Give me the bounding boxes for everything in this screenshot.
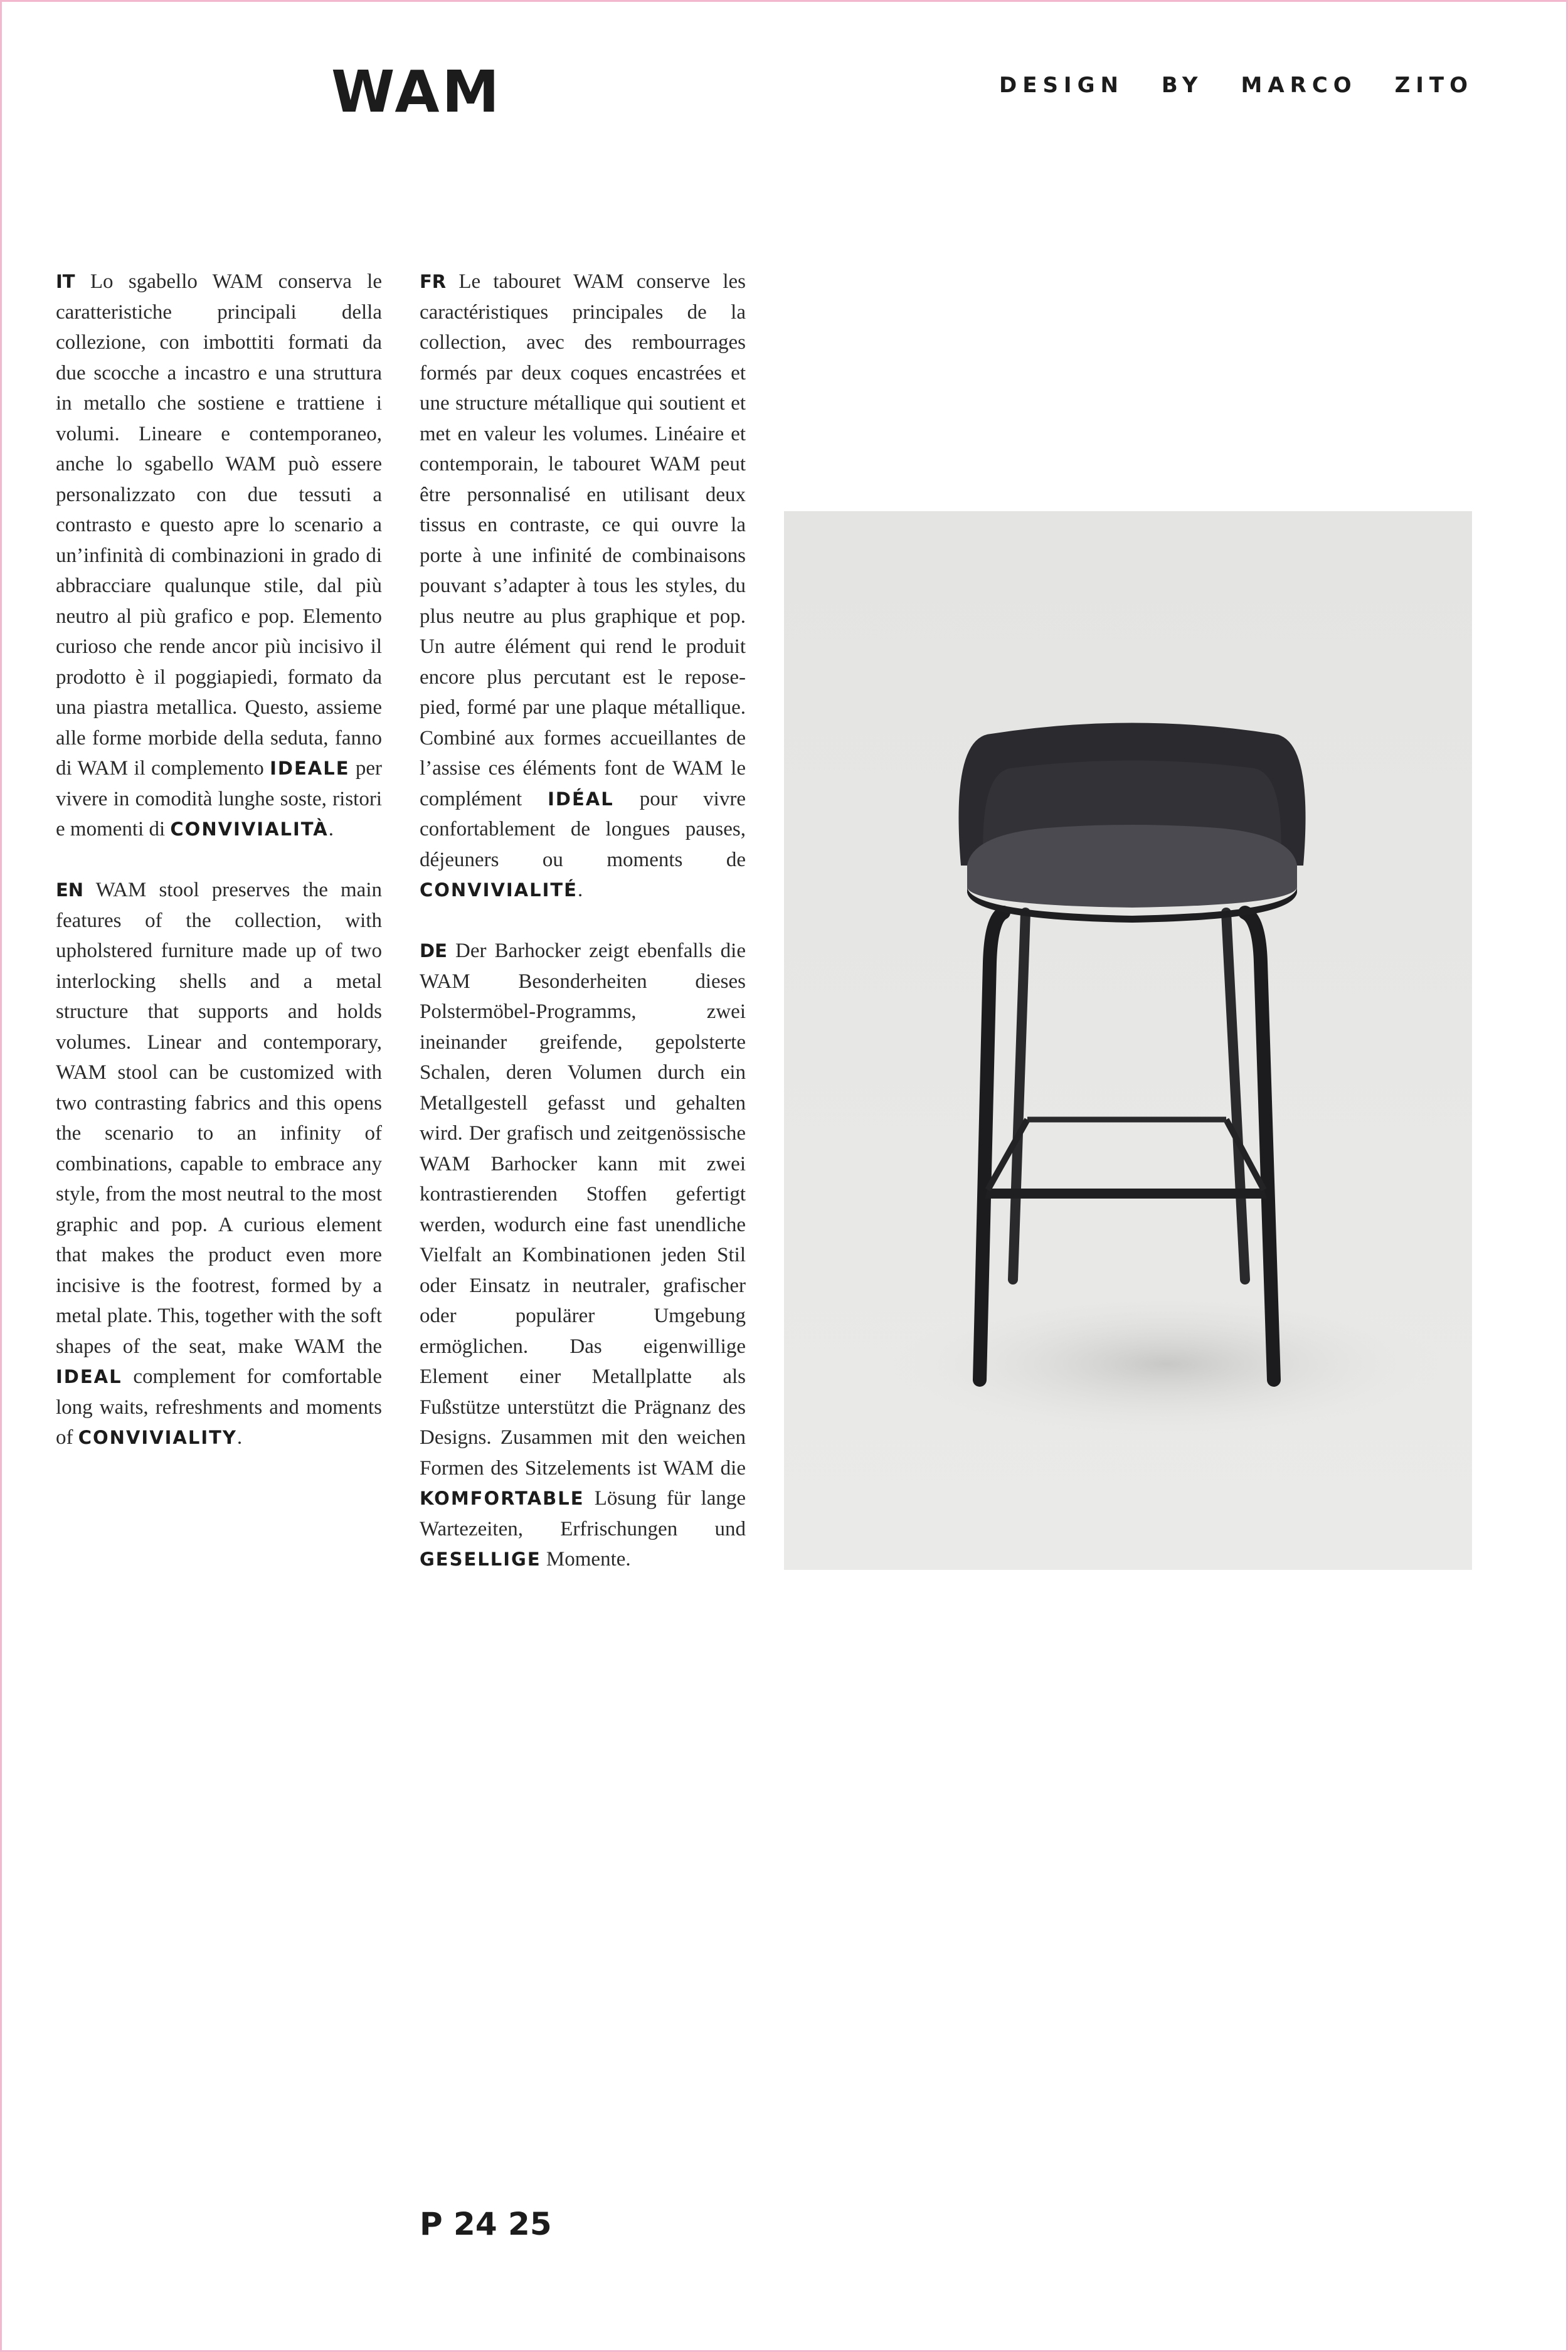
lang-code-de: DE — [420, 940, 447, 961]
paragraph-french — [420, 267, 746, 906]
it-text-2: per vivere in comodità lunghe soste, ristori e momenti di — [56, 757, 383, 840]
lang-code-fr: FR — [420, 271, 447, 292]
it-text-1: Lo sgabello WAM conserva le caratteristiche principali della collezione, con imbottiti formati da due scocche a incastro e una struttura in metallo che sostiene e trattiene i volumi. Lineare e contemporaneo, anche lo sgabello WAM può essere personalizzato con due tessuti a contrasto e questo apre lo scenario a un’infinità di combinazioni in grado di abbracciare qualunque stile, dal più neutro al più grafico e pop. Elemento curioso che rende ancor più incisivo il prodotto è il poggiapiedi, formato da una piastra metallica. Questo, assieme alle forme morbide della seduta, fanno di WAM il complemento — [56, 270, 382, 780]
it-keyword-convivialita: CONVIVIALITÀ — [170, 818, 329, 840]
paragraph-italian — [56, 267, 382, 845]
de-text-1: Der Barhocker zeigt ebenfalls die WAM Besonderheiten dieses Polstermöbel-Programms, zwei ineinander greifende, gepolsterte Schalen, deren Volumen durch ein Metallgestell gefasst und gehalten wird. Der grafisch und zeitgenössische WAM Barhocker kann mit zwei kontrastierenden Stoffen gefertigt werden, wodurch eine fast unendliche Vielfalt an Kombinationen jeden Stil oder Einsatz in neutraler, grafischer oder populärer Umgebung ermöglichen. Das eigenwillige Element einer Metallplatte als Fußstütze unterstützt die Prägnanz des Designs. Zusammen mit den weichen Formen des Sitzelements ist WAM die — [420, 940, 746, 1480]
designer-credit — [999, 75, 1473, 96]
seat-cushion — [967, 825, 1297, 908]
de-text-2: Lösung für lange Wartezeiten, Erfrischungen und — [420, 1487, 746, 1540]
en-text-2: complement for comfortable long waits, refreshments and moments of — [56, 1365, 382, 1449]
de-text-3: Momente. — [541, 1548, 631, 1571]
paragraph-german — [420, 936, 746, 1575]
en-keyword-ideal: IDEAL — [56, 1366, 122, 1387]
fr-text-2: pour vivre confortablement de longues pauses, déjeuners ou moments de — [420, 787, 746, 871]
page-number: P 24 25 — [420, 2206, 552, 2242]
bar-stool-illustration — [784, 511, 1472, 1570]
credit-word-design: DESIGN — [999, 73, 1124, 98]
fr-keyword-convivialite: CONVIVIALITÉ — [420, 879, 578, 901]
text-column-middle — [420, 267, 746, 1605]
fr-text-1: Le tabouret WAM conserve les caractéristiques principales de la collection, avec des rembourrages formés par deux coques encastrées et une structure métallique qui soutient et met en valeur les volumes. Linéaire et contemporain, le tabouret WAM peut être personnalisé en utilisant deux tissus en contraste, ce qui ouvre la porte à une infinité de combinaisons pouvant s’adapter à tous les styles, du plus neutre au plus graphique et pop. Un autre élément qui rend le produit encore plus percutant est le repose-pied, formé par une plaque métallique. Combiné aux formes accueillantes de l’assise ces éléments font de WAM le complément — [420, 270, 746, 810]
paragraph-english — [56, 875, 382, 1453]
lang-code-en: EN — [56, 879, 84, 901]
credit-word-by: BY — [1161, 73, 1204, 98]
product-photo — [784, 511, 1472, 1570]
de-keyword-gesellige: GESELLIGE — [420, 1549, 541, 1570]
en-text-3: . — [236, 1426, 243, 1449]
footrest-plate — [985, 1189, 1267, 1199]
product-title: WAM — [331, 58, 502, 125]
credit-word-first-name: MARCO — [1241, 73, 1357, 98]
en-keyword-conviviality: CONVIVIALITY — [78, 1427, 237, 1448]
credit-word-last-name: ZITO — [1394, 73, 1473, 98]
it-keyword-ideale: IDEALE — [270, 758, 350, 779]
fr-keyword-ideal: IDÉAL — [548, 788, 614, 810]
text-column-left — [56, 267, 382, 1483]
de-keyword-komfortable: KOMFORTABLE — [420, 1488, 585, 1509]
fr-text-3: . — [577, 879, 583, 901]
lang-code-it: IT — [56, 271, 75, 292]
en-text-1: WAM stool preserves the main features of the collection, with upholstered furniture made up of two interlocking shells and a metal structure that supports and holds volumes. Linear and contemporary, WAM stool can be customized with two contrasting fabrics and this opens the scenario to an infinity of combinations, capable to embrace any style, from the most neutral to the most graphic and pop. A curious element that makes the product even more incisive is the footrest, formed by a metal plate. This, together with the soft shapes of the seat, make WAM the — [56, 879, 382, 1358]
it-text-3: . — [328, 818, 334, 840]
